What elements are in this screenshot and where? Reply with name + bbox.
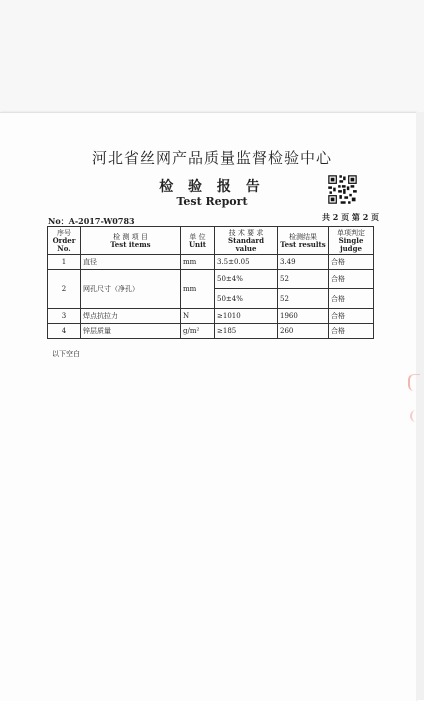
cell-judge: 合格 bbox=[329, 255, 374, 270]
top-background bbox=[0, 0, 424, 112]
cell-unit: g/m² bbox=[181, 324, 215, 339]
cell-judge: 合格 bbox=[329, 309, 374, 324]
table-row bbox=[48, 270, 374, 289]
cell-judge: 合格 bbox=[329, 270, 374, 289]
cell-order: 1 bbox=[48, 255, 81, 270]
end-note: 以下空白 bbox=[52, 350, 80, 358]
cell-standard: ≥1010 bbox=[215, 309, 278, 324]
cell-unit: mm bbox=[181, 255, 215, 270]
header-standard: 技 术 要 求 Standard value bbox=[215, 227, 278, 255]
header-judge: 单项判定 Single judge bbox=[329, 227, 374, 255]
cell-judge: 合格 bbox=[329, 289, 374, 309]
table-row bbox=[48, 324, 374, 339]
test-results-table bbox=[47, 226, 374, 339]
qr-code-icon bbox=[327, 174, 358, 205]
header-result: 检测结果 Test results bbox=[278, 227, 329, 255]
cell-standard: 50±4% bbox=[215, 270, 278, 289]
header-test-items: 检 测 项 目 Test items bbox=[81, 227, 181, 255]
table-header-row bbox=[48, 227, 374, 255]
organization-title: 河北省丝网产品质量监督检验中心 bbox=[91, 149, 332, 167]
cell-judge: 合格 bbox=[329, 324, 374, 339]
cell-result: 260 bbox=[278, 324, 329, 339]
cell-standard: ≥185 bbox=[215, 324, 278, 339]
cell-standard: 50±4% bbox=[215, 289, 278, 309]
cell-item: 锌层质量 bbox=[81, 324, 181, 339]
cell-order: 4 bbox=[48, 324, 81, 339]
cell-item: 焊点抗拉力 bbox=[81, 309, 181, 324]
seal-stamp-fragment bbox=[410, 410, 420, 422]
page-indicator: 共 2 页 第 2 页 bbox=[322, 212, 380, 222]
cell-order: 2 bbox=[48, 270, 81, 309]
cell-standard: 3.5±0.05 bbox=[215, 255, 278, 270]
table-row bbox=[48, 309, 374, 324]
header-order: 序号 Order No. bbox=[48, 227, 81, 255]
cell-result: 52 bbox=[278, 270, 329, 289]
cell-result: 1960 bbox=[278, 309, 329, 324]
report-title-en: Test Report bbox=[176, 195, 248, 208]
report-number: No：A-2017-W0783 bbox=[48, 216, 135, 226]
seal-stamp-fragment bbox=[408, 374, 420, 391]
cell-item: 直径 bbox=[81, 255, 181, 270]
header-unit: 单 位 Unit bbox=[181, 227, 215, 255]
cell-order: 3 bbox=[48, 309, 81, 324]
cell-unit: mm bbox=[181, 270, 215, 309]
table-row bbox=[48, 255, 374, 270]
cell-result: 52 bbox=[278, 289, 329, 309]
cell-unit: N bbox=[181, 309, 215, 324]
cell-result: 3.49 bbox=[278, 255, 329, 270]
report-title-cn: 检 验 报 告 bbox=[159, 179, 265, 195]
cell-item: 网孔尺寸（净孔） bbox=[81, 270, 181, 309]
